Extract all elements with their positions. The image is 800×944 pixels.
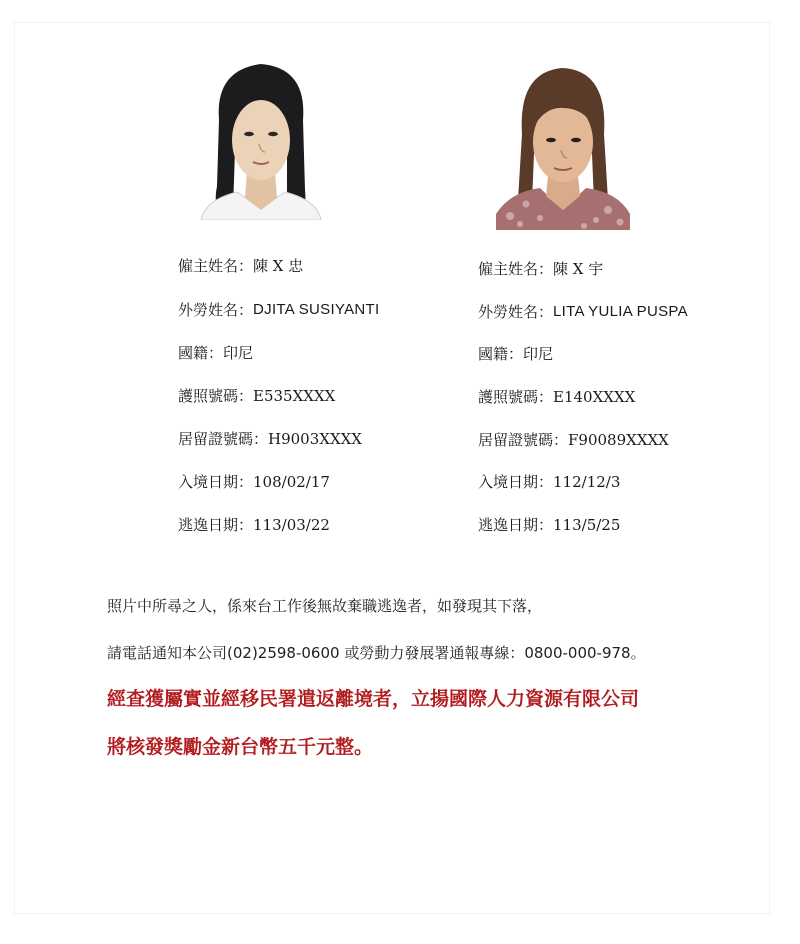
nationality-label-b: 籍： [493, 345, 524, 363]
portrait-photo-1 [191, 60, 329, 220]
escape-date-label: 逃逸日期： [478, 516, 554, 534]
nationality-row [178, 343, 253, 363]
employer-label: 僱主姓名： [178, 257, 254, 275]
entry-date-value: 108/02/17 [253, 473, 330, 491]
arc-row [478, 430, 669, 450]
passport-row [478, 387, 635, 407]
worker-name-row [178, 300, 379, 320]
arc-row [178, 429, 362, 449]
document-page [14, 22, 770, 914]
employer-row [178, 256, 303, 276]
worker-name-label: 外勞姓名： [178, 301, 254, 319]
portrait-photo-woman-floral-shirt-icon [496, 64, 630, 230]
escape-date-row [478, 515, 620, 535]
passport-value: E535XXXX [253, 387, 336, 405]
escape-date-value: 113/5/25 [553, 516, 621, 534]
reward-line-1: 經查獲屬實並經移民署遣返離境者，立揚國際人力資源有限公司 [107, 688, 640, 710]
nationality-value: 印尼 [223, 344, 254, 362]
nationality-label-a: 國 [478, 345, 494, 363]
worker-name-label: 外勞姓名： [478, 303, 554, 321]
passport-label: 護照號碼： [178, 387, 254, 405]
portrait-photo-woman-white-shirt-icon [191, 60, 329, 220]
passport-value: E140XXXX [553, 388, 636, 406]
employer-value: 陳 X 宇 [553, 260, 604, 278]
arc-value: F90089XXXX [568, 431, 669, 449]
passport-row [178, 386, 335, 406]
nationality-row [478, 344, 553, 364]
employer-label: 僱主姓名： [478, 260, 554, 278]
employer-value: 陳 X 忠 [253, 257, 304, 275]
passport-label: 護照號碼： [478, 388, 554, 406]
arc-value: H9003XXXX [268, 430, 362, 448]
worker-name-value: LITA YULIA PUSPA [553, 303, 688, 320]
worker-name-row [478, 302, 688, 322]
escape-date-value: 113/03/22 [253, 516, 330, 534]
employer-row [478, 259, 603, 279]
notice-line-1: 照片中所尋之人，係來台工作後無故棄職逃逸者，如發現其下落， [107, 597, 543, 615]
entry-date-row [478, 472, 620, 492]
worker-name-value: DJITA SUSIYANTI [253, 301, 380, 318]
nationality-label-a: 國 [178, 344, 194, 362]
notice-line-2: 請電話通知本公司(02)2598-0600 或勞動力發展署通報專線：0800-000-978。 [107, 644, 646, 662]
entry-date-label: 入境日期： [178, 473, 254, 491]
escape-date-label: 逃逸日期： [178, 516, 254, 534]
escape-date-row [178, 515, 330, 535]
nationality-value: 印尼 [523, 345, 554, 363]
nationality-label-b: 籍： [193, 344, 224, 362]
entry-date-value: 112/12/3 [553, 473, 621, 491]
arc-label: 居留證號碼： [478, 431, 569, 449]
entry-date-row [178, 472, 330, 492]
reward-line-2: 將核發獎勵金新台幣五千元整。 [107, 736, 374, 758]
entry-date-label: 入境日期： [478, 473, 554, 491]
portrait-photo-2 [496, 64, 630, 230]
arc-label: 居留證號碼： [178, 430, 269, 448]
